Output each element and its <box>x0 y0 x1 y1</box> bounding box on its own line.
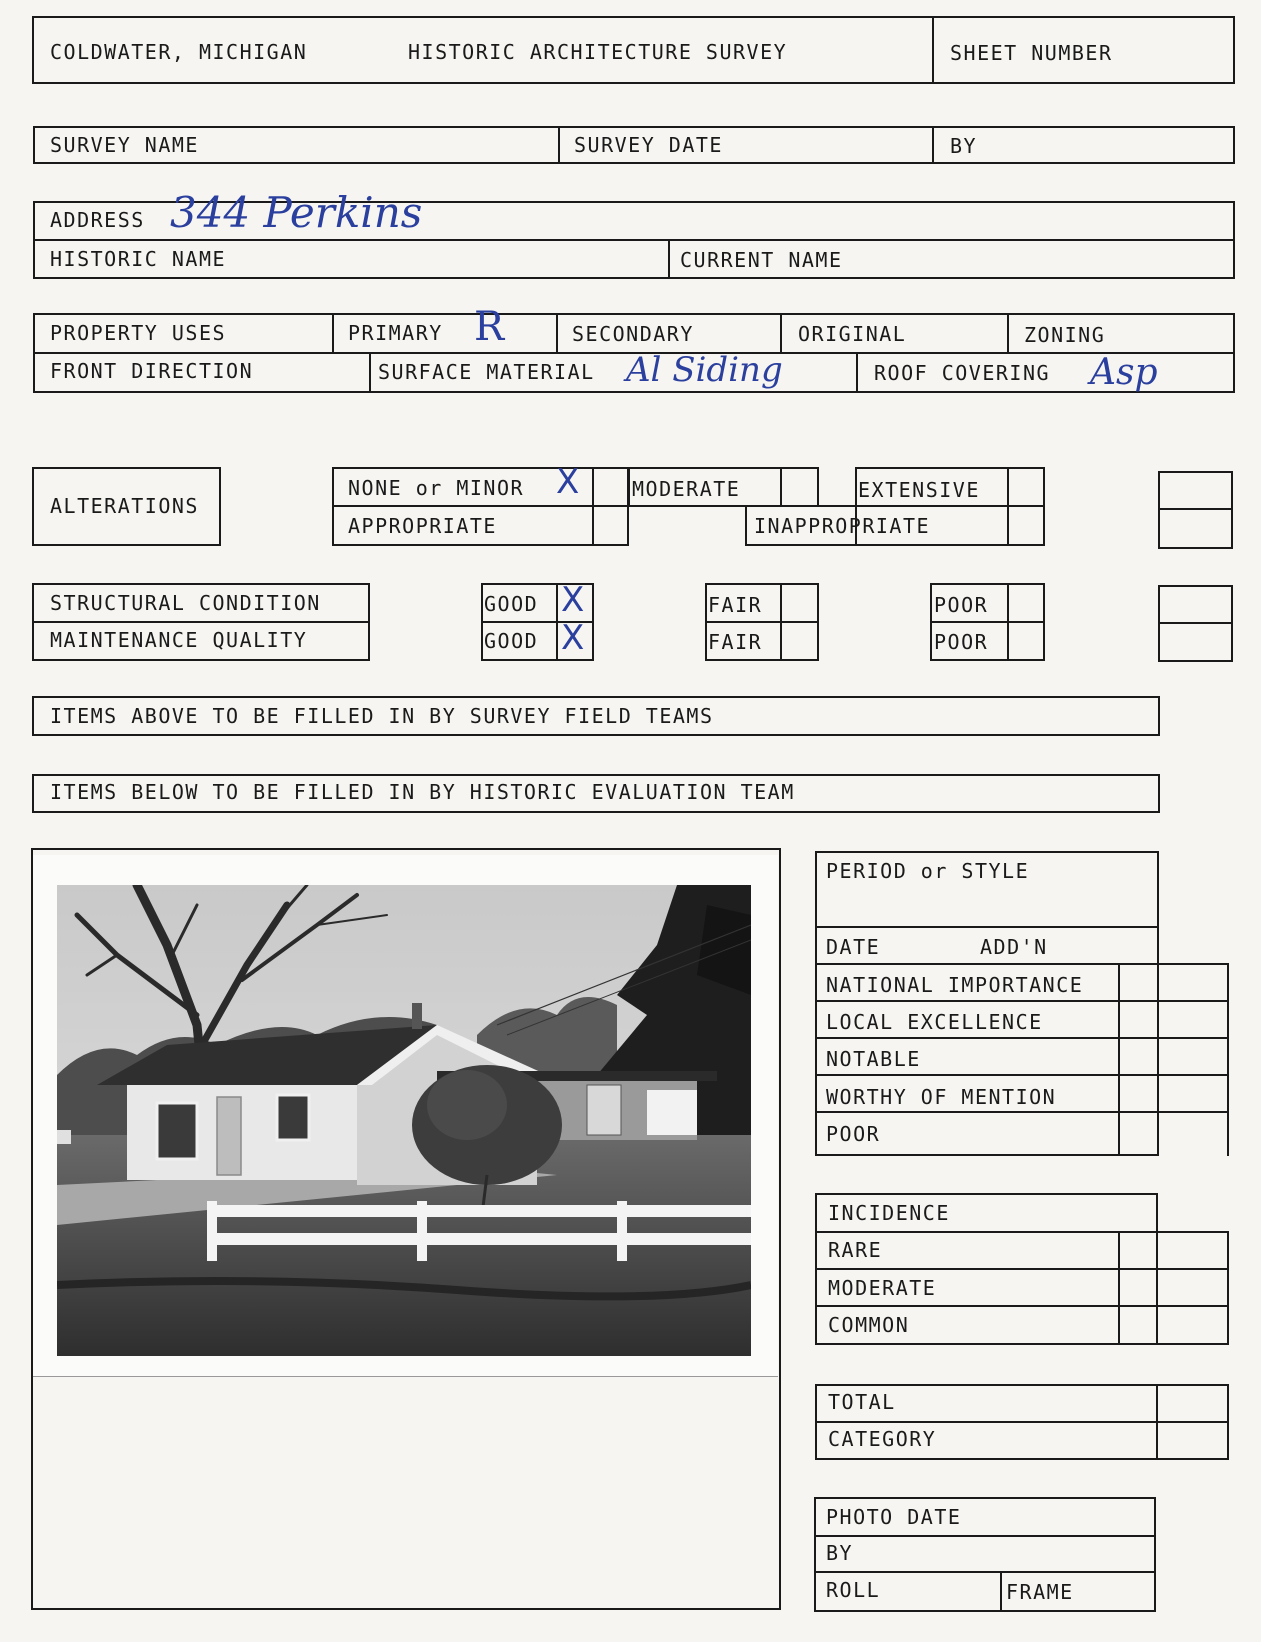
roof-covering-value: Asp <box>1090 352 1158 393</box>
worthy-label: WORTHY OF MENTION <box>826 1085 1057 1109</box>
address-value: 344 Perkins <box>170 188 423 237</box>
alterations-label: ALTERATIONS <box>50 494 199 518</box>
photo-info-line-2 <box>814 1571 1156 1573</box>
category-label: CATEGORY <box>828 1427 937 1451</box>
incidence-score-right <box>1227 1231 1229 1345</box>
common-label: COMMON <box>828 1313 910 1337</box>
surface-material-value: Al Siding <box>626 350 783 390</box>
property-div-3 <box>780 313 782 353</box>
frame-label: FRAME <box>1006 1580 1074 1604</box>
good-checkbox-line <box>556 583 558 661</box>
maintenance-fair-label: FAIR <box>708 630 763 654</box>
incidence-line-4 <box>1118 1343 1229 1345</box>
none-minor-label: NONE or MINOR <box>348 476 525 500</box>
eval-score-right <box>1227 963 1229 1156</box>
extensive-mid-line <box>745 505 1045 507</box>
zoning-label: ZONING <box>1024 323 1106 347</box>
none-minor-checkbox-line <box>592 467 594 546</box>
poor-mid <box>930 621 1045 623</box>
city-label: COLDWATER, MICHIGAN <box>50 40 308 64</box>
survey-row-divider-1 <box>558 126 560 164</box>
address-name-divider <box>668 239 670 279</box>
structural-good-mark: X <box>561 580 585 620</box>
structural-condition-label: STRUCTURAL CONDITION <box>50 591 321 615</box>
roof-covering-label: ROOF COVERING <box>874 361 1051 385</box>
property-div-1 <box>332 313 334 353</box>
original-label: ORIGINAL <box>798 322 907 346</box>
inappropriate-bottom-line <box>745 544 1045 546</box>
address-row-divider <box>33 239 1235 241</box>
poor-checkbox-line <box>1007 583 1009 661</box>
house-photo-svg <box>57 885 751 1356</box>
alterations-side-mid <box>1158 508 1233 510</box>
front-direction-label: FRONT DIRECTION <box>50 359 254 383</box>
alterations-grid-mid-left <box>332 505 629 507</box>
photo-by-label: BY <box>826 1541 854 1565</box>
maintenance-good-label: GOOD <box>484 629 539 653</box>
incidence-label: INCIDENCE <box>828 1201 950 1225</box>
primary-label: PRIMARY <box>348 321 443 345</box>
eval-line-worthy <box>815 1111 1229 1113</box>
structural-poor-label: POOR <box>934 593 989 617</box>
incidence-line-1 <box>815 1231 1229 1233</box>
incidence-score-line <box>1118 1231 1120 1345</box>
total-mid <box>815 1421 1229 1423</box>
eval-score-line <box>1118 963 1120 1156</box>
inappropriate-label: INAPPROPRIATE <box>754 514 931 538</box>
structural-fair-label: FAIR <box>708 593 763 617</box>
condition-label-mid <box>32 621 370 623</box>
total-label: TOTAL <box>828 1390 896 1414</box>
incidence-moderate-label: MODERATE <box>828 1276 937 1300</box>
survey-row-divider-2 <box>932 126 934 164</box>
appropriate-label: APPROPRIATE <box>348 514 497 538</box>
period-style-label: PERIOD or STYLE <box>826 859 1030 883</box>
condition-side-mid <box>1158 622 1233 624</box>
secondary-label: SECONDARY <box>572 322 694 346</box>
property-div-4 <box>1007 313 1009 353</box>
rare-label: RARE <box>828 1238 883 1262</box>
fair-checkbox-line <box>780 583 782 661</box>
extensive-label: EXTENSIVE <box>858 478 980 502</box>
incidence-line-3 <box>815 1305 1229 1307</box>
header-divider <box>932 16 934 84</box>
structural-good-label: GOOD <box>484 592 539 616</box>
survey-title: HISTORIC ARCHITECTURE SURVEY <box>408 40 788 64</box>
property-div-5 <box>369 352 371 393</box>
maintenance-good-mark: X <box>561 618 585 658</box>
house-photo <box>57 885 751 1356</box>
property-div-6 <box>856 352 858 393</box>
roll-frame-divider <box>1000 1571 1002 1612</box>
property-div-2 <box>556 313 558 353</box>
notable-label: NOTABLE <box>826 1047 921 1071</box>
eval-date-label: DATE <box>826 935 881 959</box>
eval-line-notable <box>815 1074 1229 1076</box>
address-label: ADDRESS <box>50 208 145 232</box>
fair-mid <box>705 621 819 623</box>
eval-line-local <box>815 1037 1229 1039</box>
primary-value: R <box>474 304 505 350</box>
survey-date-label: SURVEY DATE <box>574 133 723 157</box>
moderate-checkbox-line <box>780 467 782 507</box>
survey-name-label: SURVEY NAME <box>50 133 199 157</box>
total-score-line <box>1156 1384 1158 1460</box>
eval-line-period <box>815 926 1159 928</box>
local-excellence-label: LOCAL EXCELLENCE <box>826 1010 1043 1034</box>
national-importance-label: NATIONAL IMPORTANCE <box>826 973 1084 997</box>
survey-by-label: BY <box>950 134 978 158</box>
eval-poor-label: POOR <box>826 1122 881 1146</box>
below-note: ITEMS BELOW TO BE FILLED IN BY HISTORIC EVALUATION TEAM <box>50 780 795 804</box>
above-note: ITEMS ABOVE TO BE FILLED IN BY SURVEY FIELD TEAMS <box>50 704 714 728</box>
photo-date-label: PHOTO DATE <box>826 1505 962 1529</box>
photo-info-line-1 <box>814 1535 1156 1537</box>
incidence-line-2 <box>815 1268 1229 1270</box>
surface-material-label: SURFACE MATERIAL <box>378 360 595 384</box>
property-uses-label: PROPERTY USES <box>50 321 227 345</box>
current-name-label: CURRENT NAME <box>680 248 843 272</box>
sheet-number-label: SHEET NUMBER <box>950 41 1113 65</box>
eval-line-date <box>815 963 1229 965</box>
none-minor-mark: X <box>556 462 580 502</box>
roll-label: ROLL <box>826 1578 881 1602</box>
eval-addn-label: ADD'N <box>980 935 1048 959</box>
eval-line-national <box>815 1000 1229 1002</box>
inappropriate-left-line <box>745 505 747 546</box>
historic-name-label: HISTORIC NAME <box>50 247 227 271</box>
maintenance-quality-label: MAINTENANCE QUALITY <box>50 628 308 652</box>
extensive-checkbox-line <box>1007 467 1009 546</box>
alterations-side-box <box>1158 471 1233 549</box>
alt-moderate-label: MODERATE <box>632 477 741 501</box>
maintenance-poor-label: POOR <box>934 630 989 654</box>
